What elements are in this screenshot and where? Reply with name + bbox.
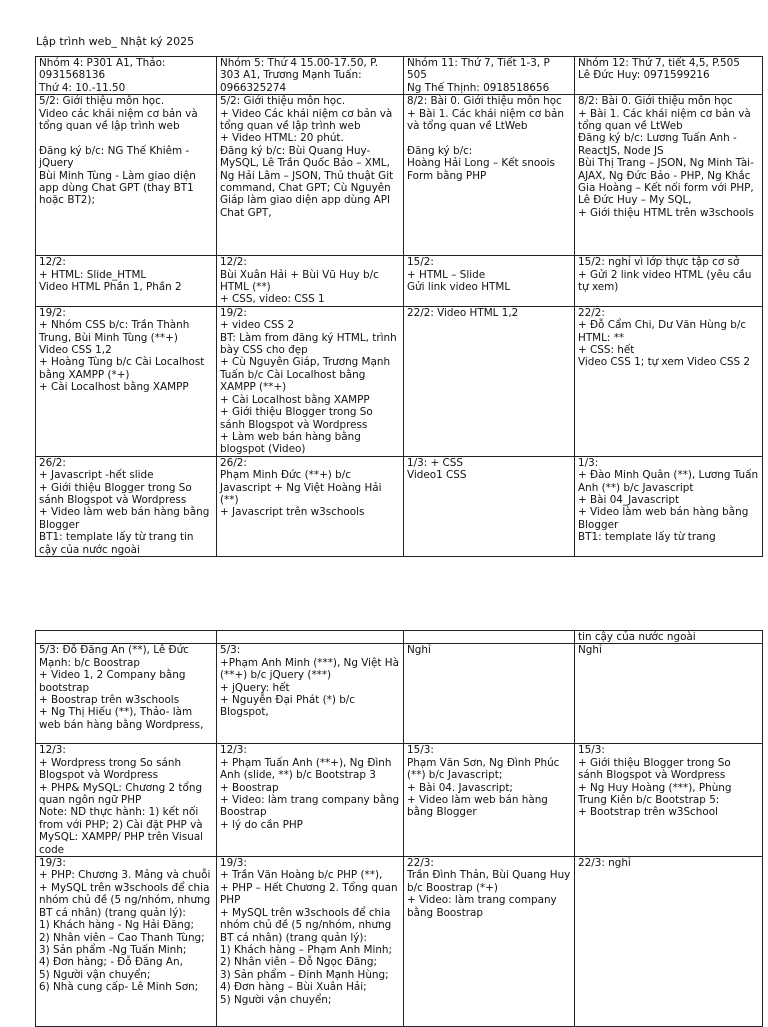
table-cell: 22/3: Trần Đình Thản, Bùi Quang Huy b/c Boostrap (*+) + Video: làm trang company bằng Boostrap: [404, 857, 575, 1027]
table-cell: 26/2: Phạm Minh Đức (**+) b/c Javascript + Ng Việt Hoàng Hải (**) + Javascript trên w3schools: [217, 456, 404, 556]
table-cell: 5/2: Giới thiệu môn học. Video các khái niệm cơ bản và tổng quan về lập trình web Đăng ký b/c: NG Thế Khiêm - jQuery Bùi Minh Tùng - Làm giao diện app dùng Chat GPT (thay BT1 hoặc BT2);: [36, 95, 217, 256]
table-cell: 12/3: + Phạm Tuấn Anh (**+), Ng Đình Anh (slide, **) b/c Bootstrap 3 + Boostrap + Video: làm trang company bằng Boostrap + lý do cần PHP: [217, 744, 404, 857]
table-row: [36, 256, 763, 307]
table-cell: Nghỉ: [404, 644, 575, 744]
table-cell: 15/3: + Giới thiệu Blogger trong So sánh Blogspot và Wordpress + Ng Huy Hoàng (***), Phùng Trung Kiên b/c Bootstrap 5: + Bootstrap trên w3School: [575, 744, 763, 857]
table-cell: 19/3: + Trần Văn Hoàng b/c PHP (**), + PHP – Hết Chương 2. Tổng quan PHP + MySQL trên w3schools để chia nhóm chủ đề (5 ng/nhóm, nhưng BT cá nhân) (trang quản lý): 1) Khách hàng – Phạm Anh Minh; 2) Nhân viên – Đỗ Ngọc Đăng; 3) Sản phẩm – Đinh Mạnh Hùng; 4) Đơn hàng – Bùi Xuân Hải; 5) Người vận chuyển;: [217, 857, 404, 1027]
table-cell: [217, 631, 404, 644]
group-5-header: Nhóm 5: Thứ 4 15.00-17.50, P. 303 A1, Trương Mạnh Tuấn: 0966325274: [217, 57, 404, 95]
table-cell: Nghỉ: [575, 644, 763, 744]
document-title: Lập trình web_ Nhật ký 2025: [36, 35, 195, 48]
table-row-continued: [36, 631, 763, 644]
table-row: [36, 95, 763, 256]
table-row: [36, 644, 763, 744]
table-cell: 1/3: + Đào Minh Quân (**), Lương Tuấn Anh (**) b/c Javascript + Bài 04_Javascript + Video làm web bán hàng bằng Blogger BT1: template lấy từ trang: [575, 456, 763, 556]
table-row: [36, 306, 763, 456]
table-cell: 19/2: + Nhóm CSS b/c: Trần Thành Trung, Bùi Minh Tùng (**+) Video CSS 1,2 + Hoàng Tùng b/c Cài Localhost bằng XAMPP (*+) + Cài Localhost bằng XAMPP: [36, 306, 217, 456]
table-cell: 15/3: Phạm Văn Sơn, Ng Đình Phúc (**) b/c Javascript; + Bài 04. Javascript; + Video làm web bán hàng bằng Blogger: [404, 744, 575, 857]
table-cell: 1/3: + CSS Video1 CSS: [404, 456, 575, 556]
table-cell: 19/3: + PHP: Chương 3. Mảng và chuỗi + MySQL trên w3schools để chia nhóm chủ đề (5 ng/nhóm, nhưng BT cá nhân) (trang quản lý): 1) Khách hàng - Ng Hải Đăng; 2) Nhân viên – Cao Thanh Tùng; 3) Sản phẩm -Ng Tuấn Minh; 4) Đơn hàng; - Đỗ Đăng An, 5) Người vận chuyển; 6) Nhà cung cấp- Lê Minh Sơn;: [36, 857, 217, 1027]
table-cell: 8/2: Bài 0. Giới thiệu môn học + Bài 1. Các khái niệm cơ bản và tổng quan về LtWeb Đăng ký b/c: Lương Tuấn Anh -ReactJS, Node JS Bùi Thị Trang – JSON, Ng Minh Tài- AJAX, Ng Đức Bảo - PHP, Ng Khắc Gia Hoàng – Kết nối form với PHP, Lê Đức Huy – My SQL, + Giới thiệu HTML trên w3schools: [575, 95, 763, 256]
table-cell: tin cậy của nước ngoài: [575, 631, 763, 644]
table-cell: 22/3: nghỉ: [575, 857, 763, 1027]
table-cell: 5/3: +Phạm Anh Minh (***), Ng Việt Hà (**+) b/c jQuery (***) + jQuery: hết + Nguyễn Đại Phát (*) b/c Blogspot,: [217, 644, 404, 744]
table-cell: 15/2: nghỉ vì lớp thực tập cơ sở + Gửi 2 link video HTML (yêu cầu tự xem): [575, 256, 763, 307]
table-cell: 22/2: Video HTML 1,2: [404, 306, 575, 456]
table-cell: 12/2: + HTML: Slide_HTML Video HTML Phần 1, Phần 2: [36, 256, 217, 307]
table-cell: 22/2: + Đỗ Cẩm Chi, Dư Văn Hùng b/c HTML: ** + CSS: hết Video CSS 1; tự xem Video CSS 2: [575, 306, 763, 456]
table-cell: 8/2: Bài 0. Giới thiệu môn học + Bài 1. Các khái niệm cơ bản và tổng quan về LtWeb Đăng ký b/c: Hoàng Hải Long – Kết snoois Form bằng PHP: [404, 95, 575, 256]
table-row: [36, 456, 763, 556]
table-cell: 5/2: Giới thiệu môn học. + Video Các khái niệm cơ bản và tổng quan về lập trình web + Video HTML: 20 phút. Đăng ký b/c: Bùi Quang Huy-MySQL, Lê Trần Quốc Bảo – XML, Ng Hải Lâm – JSON, Thủ thuật Git command, Chat GPT; Cù Nguyên Giáp làm giao diện app dùng API Chat GPT,: [217, 95, 404, 256]
table-row: [36, 744, 763, 857]
table-cell: 12/2: Bùi Xuân Hải + Bùi Vũ Huy b/c HTML (**) + CSS, video: CSS 1: [217, 256, 404, 307]
table-cell: 26/2: + Javascript -hết slide + Giới thiệu Blogger trong So sánh Blogspot và Wordpress + Video làm web bán hàng bằng Blogger BT1: template lấy từ trang tin cậy của nước ngoài: [36, 456, 217, 556]
group-4-header: Nhóm 4: P301 A1, Thảo: 0931568136 Thứ 4: 10.-11.50: [36, 57, 217, 95]
schedule-table-page1: [35, 56, 763, 557]
table-row: [36, 857, 763, 1027]
schedule-table-page2: [35, 630, 763, 1027]
group-11-header: Nhóm 11: Thứ 7, Tiết 1-3, P 505 Ng Thế Thịnh: 0918518656: [404, 57, 575, 95]
table-row-header: [36, 57, 763, 95]
table-cell: [404, 631, 575, 644]
table-cell: 5/3: Đỗ Đăng An (**), Lê Đức Mạnh: b/c Boostrap + Video 1, 2 Company bằng bootstrap + Boostrap trên w3schools + Ng Thị Hiếu (**), Thảo- làm web bán hàng bằng Wordpress,: [36, 644, 217, 744]
table-cell: 12/3: + Wordpress trong So sánh Blogspot và Wordpress + PHP& MySQL: Chương 2 tổng quan ngôn ngữ PHP Note: ND thực hành: 1) kết nối from với PHP; 2) Cài đặt PHP và MySQL: XAMPP/ PHP trên Visual code: [36, 744, 217, 857]
table-cell: [36, 631, 217, 644]
group-12-header: Nhóm 12: Thứ 7, tiết 4,5, P.505 Lê Đức Huy: 0971599216: [575, 57, 763, 95]
table-cell: 15/2: + HTML – Slide Gửi link video HTML: [404, 256, 575, 307]
table-cell: 19/2: + video CSS 2 BT: Làm from đăng ký HTML, trình bày CSS cho đẹp + Cù Nguyên Giáp, Trương Mạnh Tuấn b/c Cài Localhost bằng XAMPP (**+) + Cài Localhost bằng XAMPP + Giới thiệu Blogger trong So sánh Blogspot và Wordpress + Làm web bán hàng bằng blogspot (Video): [217, 306, 404, 456]
